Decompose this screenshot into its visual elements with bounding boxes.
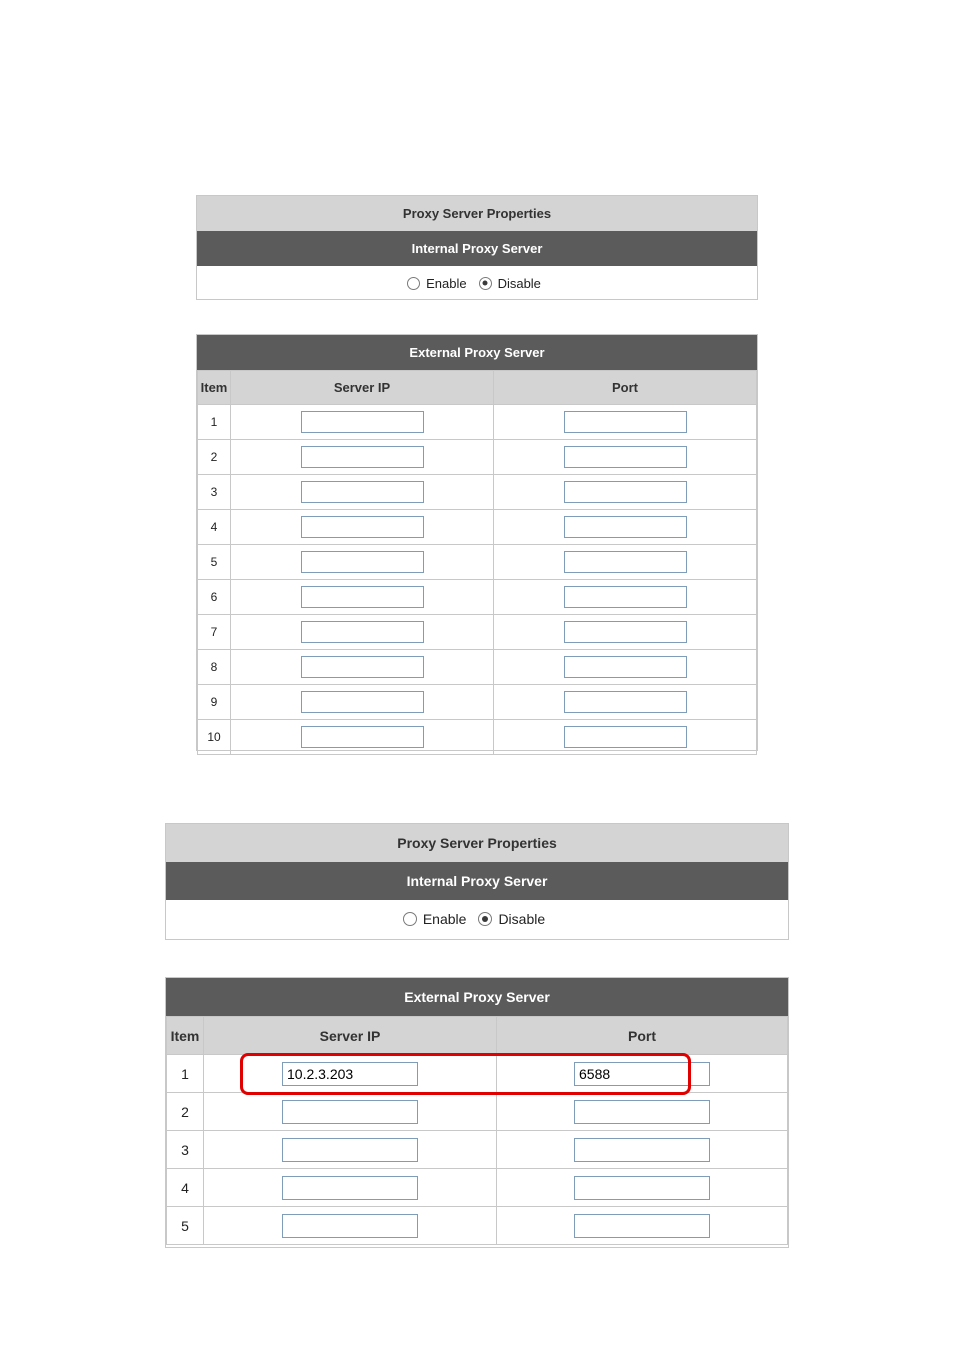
row-item-number: 4 — [198, 510, 231, 545]
proxy-properties-panel-1 — [196, 195, 758, 300]
table-row — [167, 1093, 788, 1131]
port-input[interactable] — [564, 446, 687, 468]
server-ip-input[interactable] — [282, 1214, 418, 1238]
server-ip-cell — [231, 650, 494, 685]
port-cell — [494, 405, 757, 440]
table-row — [198, 580, 757, 615]
external-proxy-table — [197, 370, 757, 755]
proxy-properties-panel-2 — [165, 823, 789, 940]
server-ip-input[interactable] — [301, 691, 424, 713]
table-row — [167, 1207, 788, 1245]
disable-radio[interactable] — [479, 277, 492, 290]
server-ip-input[interactable] — [301, 551, 424, 573]
external-proxy-table — [166, 1016, 788, 1245]
port-input[interactable]: 6588 — [574, 1062, 710, 1086]
row-item-number: 6 — [198, 580, 231, 615]
row-item-number: 2 — [198, 440, 231, 475]
table-row — [198, 685, 757, 720]
server-ip-input[interactable] — [282, 1176, 418, 1200]
port-input[interactable] — [564, 691, 687, 713]
server-ip-cell — [231, 615, 494, 650]
port-cell — [497, 1131, 788, 1169]
row-item-number: 5 — [198, 545, 231, 580]
port-cell — [494, 720, 757, 755]
server-ip-cell — [204, 1055, 497, 1093]
server-ip-input[interactable] — [301, 446, 424, 468]
port-input[interactable] — [574, 1100, 710, 1124]
disable-radio[interactable] — [478, 912, 492, 926]
server-ip-input[interactable] — [301, 411, 424, 433]
col-port-header: Port — [497, 1017, 788, 1055]
table-row — [198, 440, 757, 475]
server-ip-cell — [231, 475, 494, 510]
server-ip-input[interactable]: 10.2.3.203 — [282, 1062, 418, 1086]
server-ip-input[interactable] — [301, 726, 424, 748]
external-proxy-panel-1 — [196, 334, 758, 751]
server-ip-input[interactable] — [301, 586, 424, 608]
port-cell — [494, 650, 757, 685]
col-port-header: Port — [494, 371, 757, 405]
row-item-number: 5 — [167, 1207, 204, 1245]
server-ip-cell — [231, 545, 494, 580]
server-ip-cell — [204, 1131, 497, 1169]
port-input[interactable] — [564, 621, 687, 643]
row-item-number: 3 — [198, 475, 231, 510]
port-input[interactable] — [564, 586, 687, 608]
server-ip-cell — [231, 440, 494, 475]
row-item-number: 1 — [198, 405, 231, 440]
port-cell — [497, 1055, 788, 1093]
server-ip-cell — [231, 720, 494, 755]
port-cell — [494, 685, 757, 720]
port-input[interactable] — [564, 481, 687, 503]
table-row — [198, 405, 757, 440]
server-ip-input[interactable] — [282, 1100, 418, 1124]
port-cell — [497, 1169, 788, 1207]
port-input[interactable] — [564, 656, 687, 678]
table-row — [198, 545, 757, 580]
internal-proxy-title: Internal Proxy Server — [166, 862, 788, 900]
enable-radio[interactable] — [403, 912, 417, 926]
internal-proxy-radio-group — [166, 900, 788, 938]
port-input[interactable] — [564, 551, 687, 573]
port-input[interactable] — [564, 411, 687, 433]
disable-label: Disable — [497, 275, 541, 291]
port-cell — [494, 440, 757, 475]
row-item-number: 4 — [167, 1169, 204, 1207]
col-item-header: Item — [167, 1017, 204, 1055]
table-row — [167, 1055, 788, 1093]
server-ip-input[interactable] — [301, 481, 424, 503]
port-cell — [494, 615, 757, 650]
row-item-number: 7 — [198, 615, 231, 650]
enable-radio[interactable] — [407, 277, 420, 290]
table-row — [198, 510, 757, 545]
port-input[interactable] — [574, 1214, 710, 1238]
server-ip-input[interactable] — [301, 621, 424, 643]
port-input[interactable] — [574, 1176, 710, 1200]
server-ip-cell — [204, 1093, 497, 1131]
table-row — [198, 615, 757, 650]
port-cell — [497, 1207, 788, 1245]
row-item-number: 1 — [167, 1055, 204, 1093]
server-ip-input[interactable] — [301, 516, 424, 538]
port-cell — [494, 475, 757, 510]
row-item-number: 9 — [198, 685, 231, 720]
server-ip-cell — [231, 405, 494, 440]
table-row — [198, 720, 757, 755]
external-proxy-title: External Proxy Server — [197, 335, 757, 370]
table-row — [198, 650, 757, 685]
external-proxy-title: External Proxy Server — [166, 978, 788, 1016]
row-item-number: 8 — [198, 650, 231, 685]
internal-proxy-radio-group — [197, 266, 757, 300]
server-ip-input[interactable] — [301, 656, 424, 678]
row-item-number: 2 — [167, 1093, 204, 1131]
server-ip-cell — [204, 1207, 497, 1245]
table-row — [167, 1169, 788, 1207]
external-proxy-panel-2 — [165, 977, 789, 1248]
disable-label: Disable — [498, 911, 546, 927]
table-row — [198, 475, 757, 510]
port-cell — [497, 1093, 788, 1131]
server-ip-cell — [204, 1169, 497, 1207]
internal-proxy-title: Internal Proxy Server — [197, 231, 757, 266]
port-input[interactable] — [564, 726, 687, 748]
enable-label: Enable — [426, 275, 467, 291]
server-ip-cell — [231, 580, 494, 615]
server-ip-cell — [231, 685, 494, 720]
enable-label: Enable — [422, 911, 467, 927]
port-input[interactable] — [574, 1138, 710, 1162]
col-server-ip-header: Server IP — [204, 1017, 497, 1055]
table-row — [167, 1131, 788, 1169]
port-input[interactable] — [564, 516, 687, 538]
server-ip-input[interactable] — [282, 1138, 418, 1162]
proxy-properties-title: Proxy Server Properties — [197, 196, 757, 231]
port-cell — [494, 510, 757, 545]
proxy-properties-title: Proxy Server Properties — [166, 824, 788, 862]
row-item-number: 10 — [198, 720, 231, 755]
port-cell — [494, 580, 757, 615]
server-ip-cell — [231, 510, 494, 545]
row-item-number: 3 — [167, 1131, 204, 1169]
port-cell — [494, 545, 757, 580]
col-item-header: Item — [198, 371, 231, 405]
col-server-ip-header: Server IP — [231, 371, 494, 405]
